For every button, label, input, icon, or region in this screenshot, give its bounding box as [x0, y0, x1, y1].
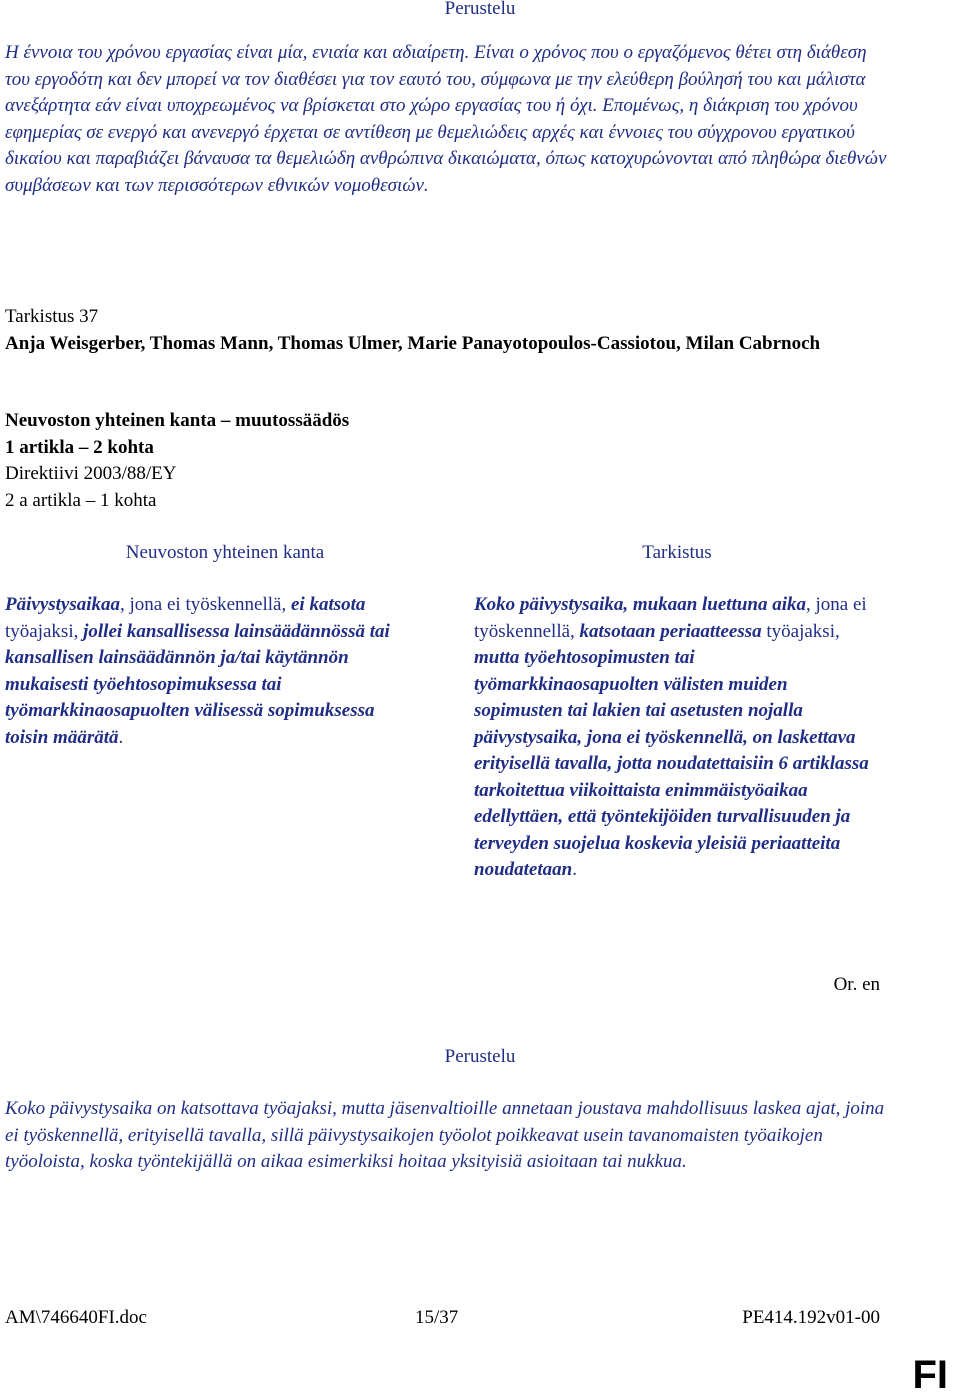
- page-number: 15/37: [415, 1307, 459, 1328]
- left-text-part: , jona ei työskennellä,: [120, 594, 291, 615]
- left-text-part: työajaksi,: [5, 620, 84, 642]
- left-text-part: .: [118, 726, 124, 748]
- pe-reference: PE414.192v01-00: [742, 1307, 880, 1328]
- bottom-justification-heading: Perustelu: [444, 1046, 516, 1067]
- position-type: Neuvoston yhteinen kanta – muutossäädös: [5, 410, 350, 431]
- left-text-part: Päivystysaikaa: [5, 594, 121, 615]
- language-code: FI: [912, 1353, 948, 1397]
- left-column-text: [5, 592, 410, 751]
- page-footer: [5, 1305, 880, 1333]
- top-justification-heading: Perustelu: [444, 0, 516, 19]
- right-text-part: työajaksi,: [761, 620, 840, 642]
- right-column-text: [474, 592, 879, 884]
- document-reference: AM\746640FI.doc: [5, 1307, 147, 1328]
- amendment-authors: Anja Weisgerber, Thomas Mann, Thomas Ulmer, Marie Panayotopoulos-Cassiotou, Milan Cabrnoch: [5, 332, 821, 354]
- right-text-part: .: [572, 859, 577, 880]
- directive-article-reference: 2 a artikla – 1 kohta: [5, 489, 157, 511]
- left-text-part: jollei kansallisessa lainsäädännössä tai kansallisen lainsäädännön ja/tai käytännön mukaisesti työehtosopimuksessa tai työmarkkinaosapuolten välisessä sopimuksessa toisin määrätä: [5, 620, 390, 748]
- right-text-part: katsotaan periaatteessa: [579, 620, 762, 642]
- left-column-heading: Neuvoston yhteinen kanta: [125, 542, 325, 563]
- original-language: Or. en: [833, 974, 880, 995]
- right-text-part: Koko päivystysaika, mukaan luettuna aika: [474, 594, 807, 615]
- amendment-header: [5, 304, 885, 357]
- article-reference: 1 artikla – 2 kohta: [5, 436, 154, 458]
- left-text-part: ei katsota: [291, 594, 366, 615]
- amendment-reference: [5, 408, 885, 514]
- right-column-heading: Tarkistus: [642, 542, 712, 563]
- right-text-part: mutta työehtosopimusten tai työmarkkinaosapuolten välisten muiden sopimusten tai lakien tai asetusten nojalla päivystysaika, jona ei työskennellä, on laskettava erityisellä tavalla, jotta noudatettaisiin 6 artiklassa tarkoitettua viikoittaista enimmäistyöaikaa edellyttäen, että työntekijöiden turvallisuuden ja terveyden suojelua koskevia yleisiä periaatteita noudatetaan: [474, 647, 869, 880]
- directive-reference: Direktiivi 2003/88/EY: [5, 463, 177, 484]
- bottom-justification-text: Koko päivystysaika on katsottava työajaksi, mutta jäsenvaltioille annetaan joustava mahdollisuus laskea ajat, joina ei työskennellä, erityisellä tavalla, sillä päivystysaikojen työolot poikkeavat usein tavanomaisten työaikojen työoloista, koska työntekijällä on aikaa esimerkiksi hoitaa yksityisiä asioitaan tai nukkua.: [5, 1098, 885, 1172]
- right-text-part: , jona ei työskennellä,: [474, 594, 867, 642]
- top-justification-text: Η έννοια του χρόνου εργασίας είναι μία, ενιαία και αδιαίρετη. Είναι ο χρόνος που ο εργαζόμενος θέτει στη διάθεση του εργοδότη και δεν μπορεί να τον διαθέσει για τον εαυτό του, σύμφωνα με την ελεύθερη βούλησή του και μάλιστα ανεξάρτητα εάν είναι υποχρεωμένος να βρίσκεται στο χώρο εργασίας του ή όχι. Επομένως, η διάκριση του χρόνου εφημερίας σε ενεργό και ανενεργό έρχεται σε αντίθεση με θεμελιώδεις αρχές και έννοιες του σύγχρονου εργατικού δικαίου και παραβιάζει βάναυσα τα θεμελιώδη ανθρώπινα δικαιώματα, όπως κατοχυρώνονται από πληθώρα διεθνών συμβάσεων και των περισσότερων εθνικών νομοθεσιών.: [5, 42, 887, 196]
- amendment-number: Tarkistus 37: [5, 306, 99, 327]
